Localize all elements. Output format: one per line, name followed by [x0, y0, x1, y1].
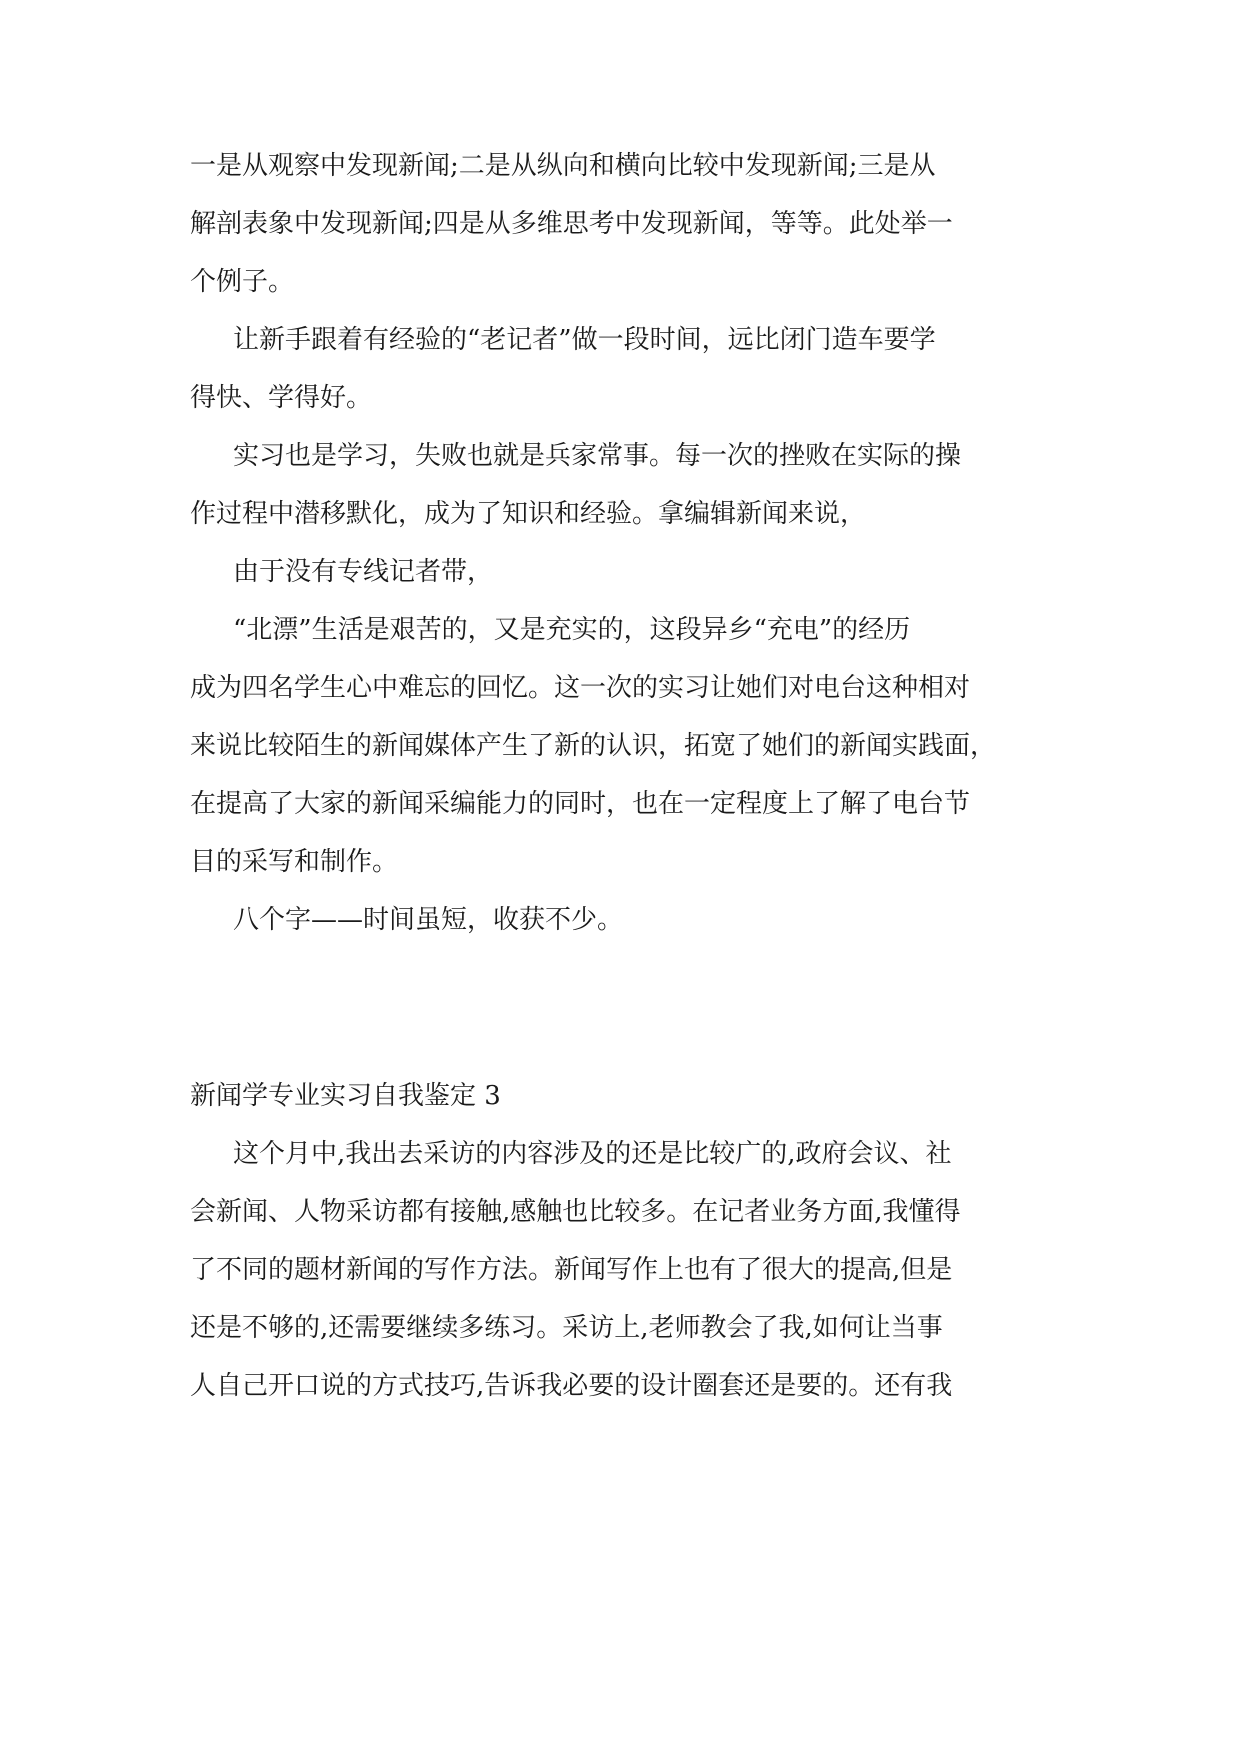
text-line: 个例子。	[190, 267, 295, 297]
text-line: 实习也是学习，失败也就是兵家常事。每一次的挫败在实际的操	[233, 441, 962, 471]
text-line: 了不同的题材新闻的写作方法。新闻写作上也有了很大的提高,但是	[190, 1255, 953, 1285]
text-line: 一是从观察中发现新闻;二是从纵向和横向比较中发现新闻;三是从	[190, 151, 936, 181]
text-line: 由于没有专线记者带，	[233, 557, 494, 587]
text-line: 来说比较陌生的新闻媒体产生了新的认识，拓宽了她们的新闻实践面，	[190, 731, 997, 761]
text-line: 在提高了大家的新闻采编能力的同时，也在一定程度上了解了电台节	[190, 789, 971, 819]
text-line: 得快、学得好。	[190, 383, 373, 413]
text-line: 会新闻、人物采访都有接触,感触也比较多。在记者业务方面,我懂得	[190, 1197, 961, 1227]
text-line: 目的采写和制作。	[190, 847, 399, 877]
text-line: 还是不够的,还需要继续多练习。采访上,老师教会了我,如何让当事	[190, 1313, 943, 1343]
text-line: 这个月中,我出去采访的内容涉及的还是比较广的,政府会议、社	[233, 1139, 952, 1169]
text-line: 作过程中潜移默化，成为了知识和经验。拿编辑新闻来说，	[190, 499, 867, 529]
text-line: 解剖表象中发现新闻;四是从多维思考中发现新闻，等等。此处举一	[190, 209, 953, 239]
text-line: 人自己开口说的方式技巧,告诉我必要的设计圈套还是要的。还有我	[190, 1371, 953, 1401]
text-line: 八个字——时间虽短，收获不少。	[233, 905, 624, 935]
text-line: 让新手跟着有经验的“老记者”做一段时间，远比闭门造车要学	[233, 325, 936, 355]
section-heading: 新闻学专业实习自我鉴定 3	[190, 1081, 501, 1111]
text-line: 成为四名学生心中难忘的回忆。这一次的实习让她们对电台这种相对	[190, 673, 971, 703]
text-line: “北漂”生活是艰苦的，又是充实的，这段异乡“充电”的经历	[233, 615, 911, 645]
